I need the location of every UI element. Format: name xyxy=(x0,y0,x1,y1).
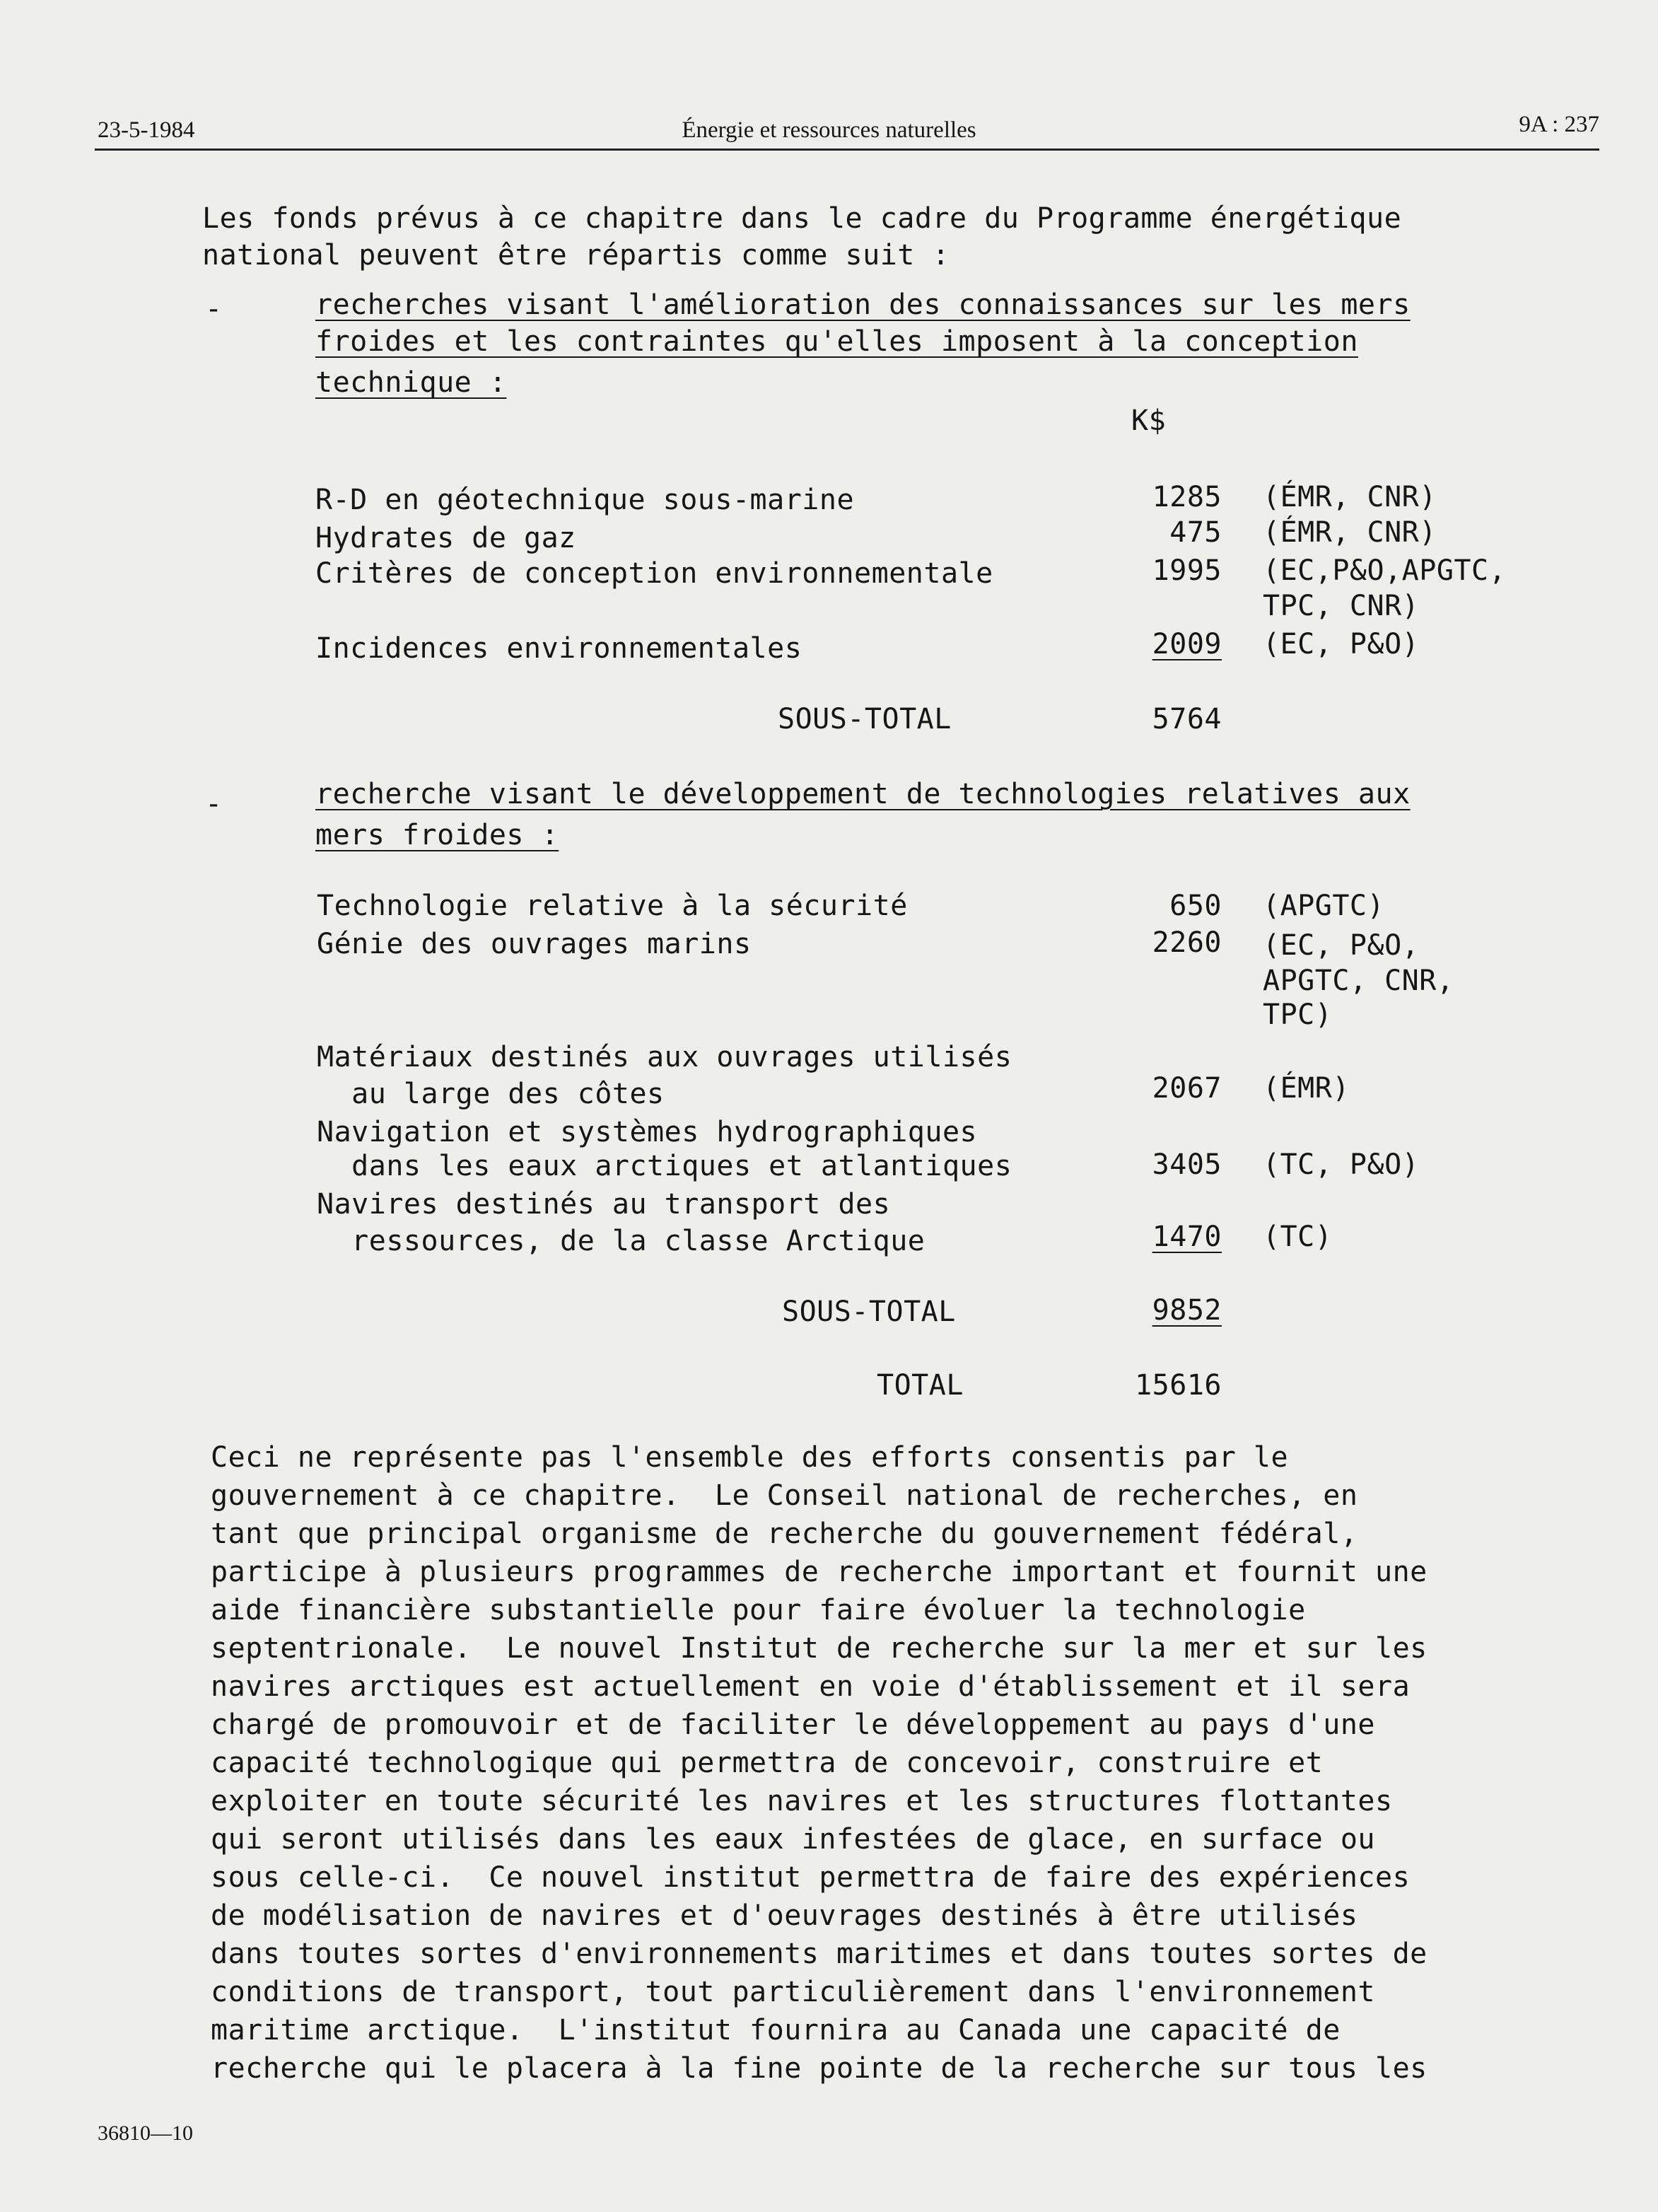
paragraph-line: de modélisation de navires et d'oeuvrages destinés à être utilisés xyxy=(211,1899,1358,1932)
subtotal-label: SOUS-TOTAL xyxy=(778,703,952,735)
section2-heading-line-1: recherche visant le développement de technologies relatives aux xyxy=(315,778,1411,810)
paragraph-line: septentrionale. Le nouvel Institut de recherche sur la mer et sur les xyxy=(211,1632,1428,1665)
row-orgs: (EC, P&O, xyxy=(1263,929,1420,962)
header-rule xyxy=(95,149,1599,151)
row-label: Technologie relative à la sécurité xyxy=(317,890,908,922)
paragraph-line: capacité technologique qui permettra de concevoir, construire et xyxy=(211,1747,1324,1779)
row-orgs: (EC, P&O) xyxy=(1263,628,1420,660)
paragraph-line: dans toutes sortes d'environnements maritimes et dans toutes sortes de xyxy=(211,1938,1428,1970)
intro-line-2: national peuvent être répartis comme suit : xyxy=(202,239,950,272)
paragraph-line: conditions de transport, tout particulièrement dans l'environnement xyxy=(211,1976,1375,2008)
subtotal-amount: 9852 xyxy=(1152,1294,1222,1327)
row-amount: 650 xyxy=(1169,890,1222,922)
footer-code: 36810—10 xyxy=(98,2121,193,2145)
section1-dash: - xyxy=(205,293,223,325)
paragraph-line: exploiter en toute sécurité les navires et les structures flottantes xyxy=(211,1785,1393,1817)
row-label: Critères de conception environnementale xyxy=(315,557,993,590)
paragraph-line: tant que principal organisme de recherche du gouvernement fédéral, xyxy=(211,1518,1358,1550)
unit-label: K$ xyxy=(1131,404,1167,437)
row-orgs: (ÉMR) xyxy=(1263,1072,1350,1105)
row-amount: 1995 xyxy=(1152,554,1222,587)
paragraph-line: Ceci ne représente pas l'ensemble des efforts consentis par le xyxy=(211,1441,1289,1474)
section2-heading-line-2: mers froides : xyxy=(315,819,559,851)
row-amount: 1285 xyxy=(1152,481,1222,513)
row-label: au large des côtes xyxy=(317,1078,665,1110)
paragraph-line: gouvernement à ce chapitre. Le Conseil national de recherches, en xyxy=(211,1479,1358,1512)
row-label: R-D en géotechnique sous-marine xyxy=(315,484,855,516)
section1-heading-line-1: recherches visant l'amélioration des connaissances sur les mers xyxy=(315,289,1411,321)
subtotal-amount: 5764 xyxy=(1152,703,1222,735)
total-amount: 15616 xyxy=(1135,1369,1222,1402)
section1-heading-line-3: technique : xyxy=(315,366,507,399)
paragraph-line: maritime arctique. L'institut fournira au Canada une capacité de xyxy=(211,2014,1341,2047)
row-orgs: (ÉMR, CNR) xyxy=(1263,481,1437,513)
paragraph-line: participe à plusieurs programmes de recherche important et fournit une xyxy=(211,1556,1428,1588)
row-orgs: (TC, P&O) xyxy=(1263,1148,1420,1181)
section1-heading-line-2: froides et les contraintes qu'elles imposent à la conception xyxy=(315,325,1358,358)
intro-line-1: Les fonds prévus à ce chapitre dans le cadre du Programme énergétique xyxy=(202,202,1402,235)
subtotal-label: SOUS-TOTAL xyxy=(782,1296,956,1328)
header-title: Énergie et ressources naturelles xyxy=(682,117,976,143)
row-label: Navigation et systèmes hydrographiques xyxy=(317,1116,978,1148)
row-orgs: (APGTC) xyxy=(1263,890,1385,922)
header-page-number: 9A : 237 xyxy=(1519,112,1599,137)
row-amount: 475 xyxy=(1169,516,1222,549)
row-orgs: (EC,P&O,APGTC, xyxy=(1263,554,1507,587)
header-date: 23-5-1984 xyxy=(98,117,195,143)
paragraph-line: sous celle-ci. Ce nouvel institut permettra de faire des expériences xyxy=(211,1861,1411,1894)
row-amount: 2009 xyxy=(1152,628,1222,660)
paragraph-line: chargé de promouvoir et de faciliter le développement au pays d'une xyxy=(211,1709,1375,1741)
row-label: dans les eaux arctiques et atlantiques xyxy=(317,1150,1012,1182)
body-paragraph xyxy=(211,1438,1554,2088)
total-label: TOTAL xyxy=(877,1369,964,1402)
row-amount: 1470 xyxy=(1152,1221,1222,1253)
paragraph-line: recherche qui le placera à la fine pointe de la recherche sur tous les xyxy=(211,2052,1428,2085)
row-label: Génie des ouvrages marins xyxy=(317,928,752,960)
row-amount: 3405 xyxy=(1152,1148,1222,1181)
row-label: Hydrates de gaz xyxy=(315,522,576,554)
paragraph-line: qui seront utilisés dans les eaux infestées de glace, en surface ou xyxy=(211,1823,1375,1856)
row-label: Incidences environnementales xyxy=(315,632,802,665)
paragraph-line: aide financière substantielle pour faire évoluer la technologie xyxy=(211,1594,1306,1626)
row-amount: 2067 xyxy=(1152,1072,1222,1105)
paragraph-line: navires arctiques est actuellement en voie d'établissement et il sera xyxy=(211,1670,1411,1703)
row-orgs: (TC) xyxy=(1263,1221,1333,1253)
section2-dash: - xyxy=(205,788,223,820)
row-orgs: (ÉMR, CNR) xyxy=(1263,516,1437,549)
row-orgs: APGTC, CNR, xyxy=(1263,965,1454,997)
row-orgs: TPC, CNR) xyxy=(1263,590,1420,622)
row-amount: 2260 xyxy=(1152,926,1222,959)
row-label: Matériaux destinés aux ouvrages utilisés xyxy=(317,1041,1012,1073)
row-label: ressources, de la classe Arctique xyxy=(317,1225,926,1257)
row-label: Navires destinés au transport des xyxy=(317,1188,891,1221)
row-orgs: TPC) xyxy=(1263,999,1333,1031)
